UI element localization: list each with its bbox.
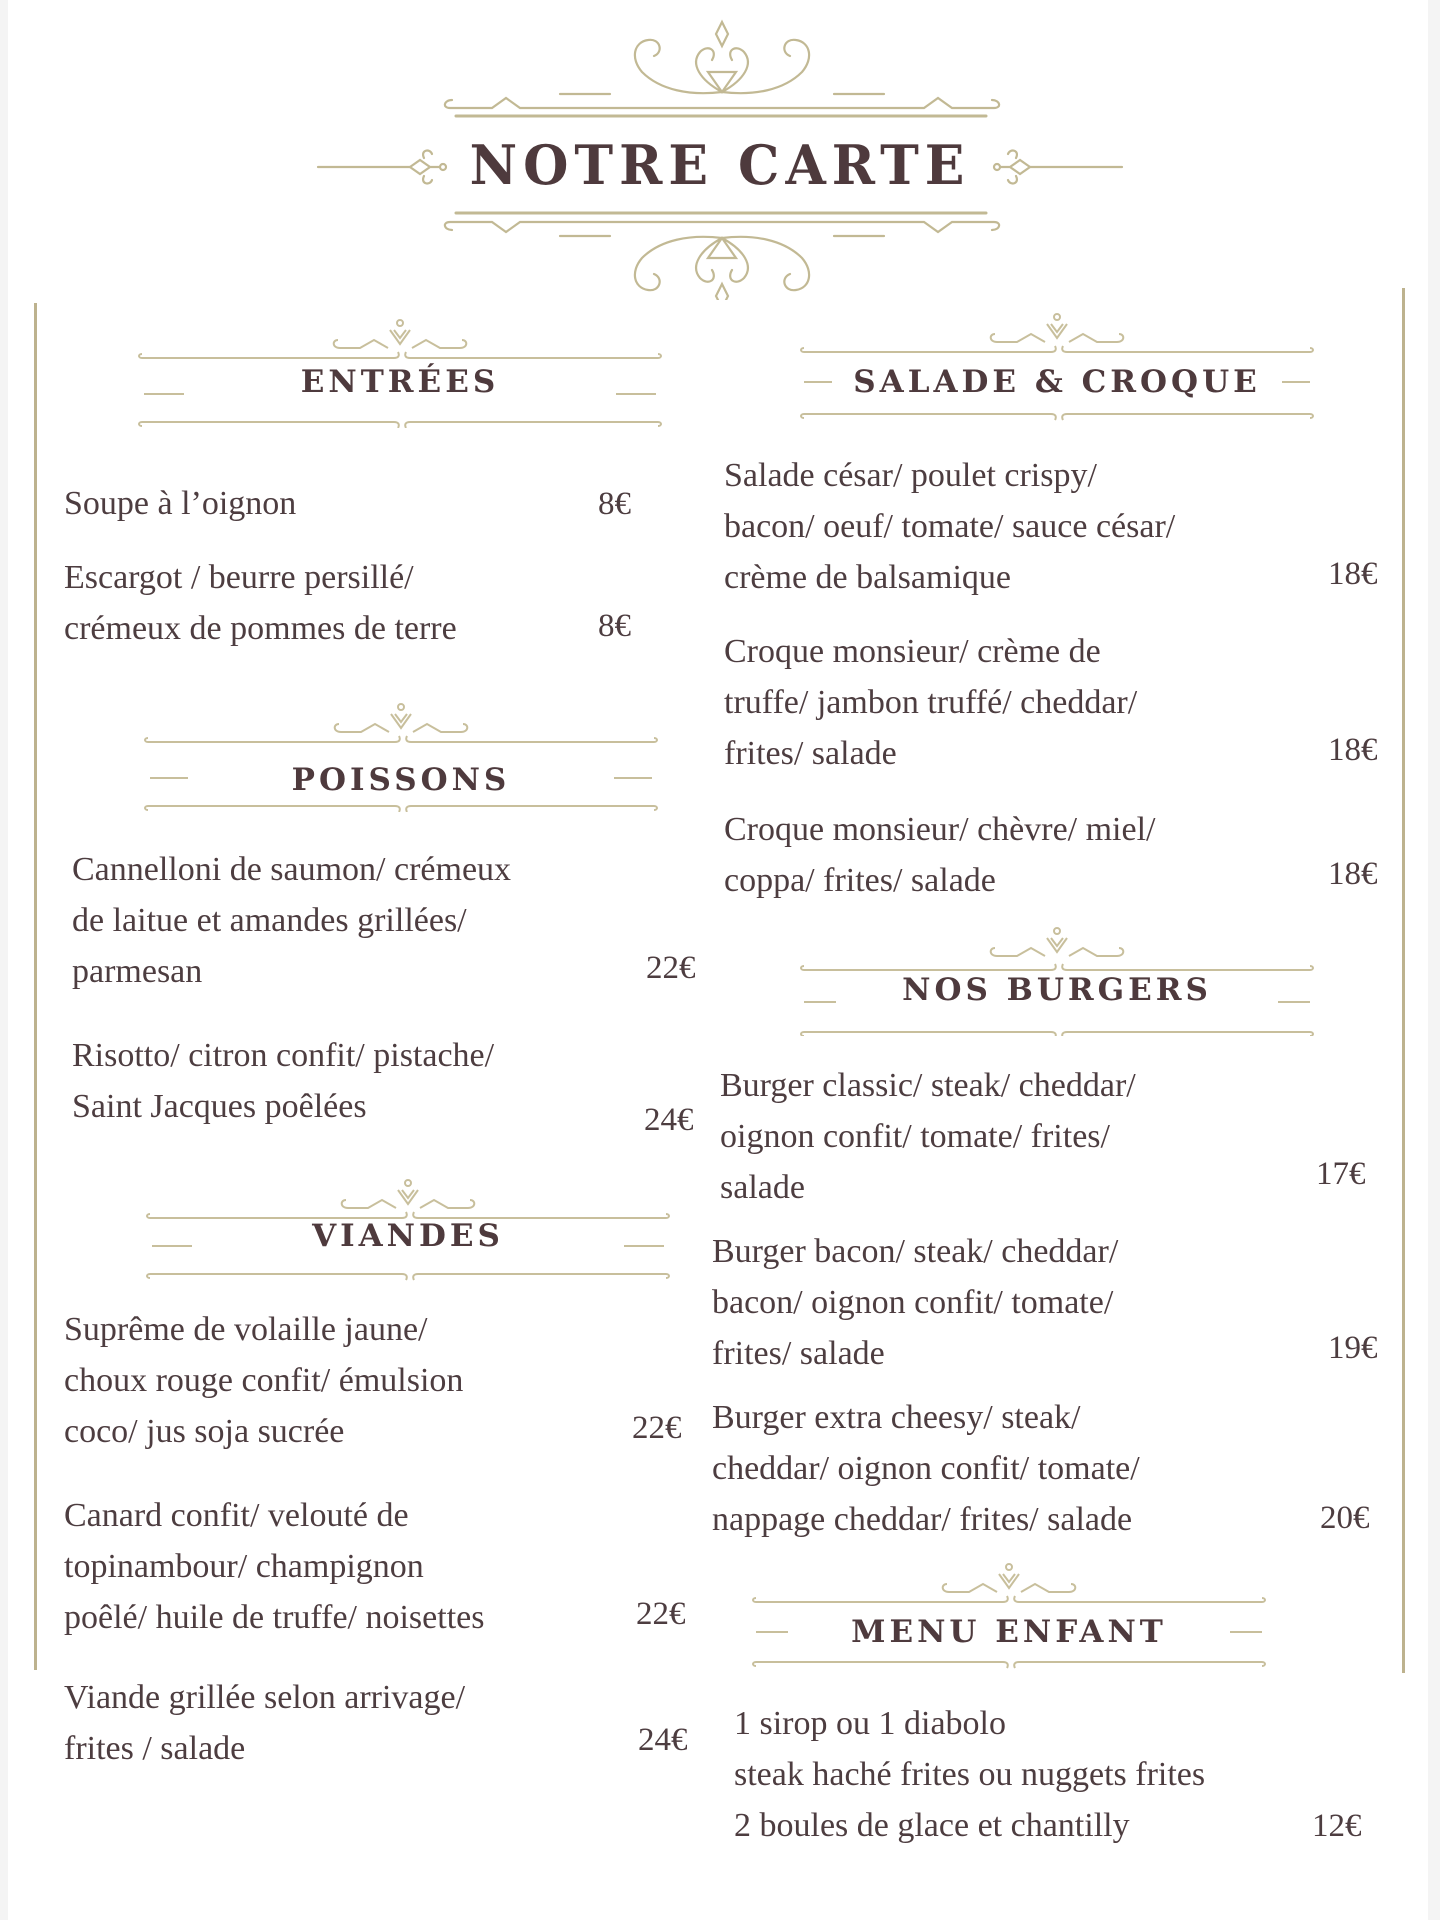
menu-item xyxy=(724,450,1175,603)
section-heading-viandes xyxy=(146,1178,670,1288)
menu-item xyxy=(64,1672,465,1774)
section-heading-menu-enfant xyxy=(752,1562,1266,1672)
item-name: oignon confit/ tomate/ frites/ xyxy=(720,1118,1110,1155)
item-price: 18€ xyxy=(1328,556,1378,592)
menu-item xyxy=(734,1698,1205,1851)
section-title-burgers: NOS BURGERS xyxy=(902,972,1212,1008)
item-price: 24€ xyxy=(644,1102,694,1138)
item-name: cheddar/ oignon confit/ tomate/ xyxy=(712,1450,1140,1487)
item-name: 2 boules de glace et chantilly xyxy=(734,1807,1130,1844)
section-heading-salade-croque xyxy=(800,312,1314,422)
item-price: 22€ xyxy=(636,1596,686,1632)
menu-item xyxy=(712,1392,1140,1545)
item-name: topinambour/ champignon xyxy=(64,1548,424,1585)
left-border-rule xyxy=(34,303,37,1670)
item-price: 8€ xyxy=(598,486,631,522)
item-name: bacon/ oignon confit/ tomate/ xyxy=(712,1284,1114,1321)
item-name: crème de balsamique xyxy=(724,559,1011,596)
item-price: 17€ xyxy=(1316,1156,1366,1192)
menu-item xyxy=(64,1490,484,1643)
menu-item xyxy=(724,626,1137,779)
section-heading-poissons xyxy=(144,702,658,812)
item-name: Canard confit/ velouté de xyxy=(64,1497,409,1534)
item-name: Croque monsieur/ chèvre/ miel/ xyxy=(724,811,1156,848)
item-name: steak haché frites ou nuggets frites xyxy=(734,1756,1206,1793)
item-name: Risotto/ citron confit/ pistache/ xyxy=(72,1037,495,1074)
item-name: Suprême de volaille jaune/ xyxy=(64,1311,428,1348)
item-price: 18€ xyxy=(1328,732,1378,768)
section-heading-entrees xyxy=(138,318,662,428)
section-title-menu-enfant: MENU ENFANT xyxy=(851,1614,1167,1650)
item-name: Burger bacon/ steak/ cheddar/ xyxy=(712,1233,1119,1270)
item-name: Viande grillée selon arrivage/ xyxy=(64,1679,466,1716)
item-name: Croque monsieur/ crème de xyxy=(724,633,1101,670)
item-name: truffe/ jambon truffé/ cheddar/ xyxy=(724,684,1138,721)
menu-item xyxy=(64,552,457,654)
item-name: coppa/ frites/ salade xyxy=(724,862,996,899)
right-border-rule xyxy=(1402,288,1405,1673)
item-name: parmesan xyxy=(72,953,203,990)
item-name: Burger extra cheesy/ steak/ xyxy=(712,1399,1081,1436)
item-name: Saint Jacques poêlées xyxy=(72,1088,367,1125)
item-name: salade xyxy=(720,1169,805,1206)
item-name: 1 sirop ou 1 diabolo xyxy=(734,1705,1006,1742)
menu-title: NOTRE CARTE xyxy=(469,133,971,198)
menu-item xyxy=(64,1304,463,1457)
item-name: Burger classic/ steak/ cheddar/ xyxy=(720,1067,1136,1104)
item-price: 8€ xyxy=(598,608,631,644)
menu-item xyxy=(72,844,511,997)
item-price: 20€ xyxy=(1320,1500,1370,1536)
menu-item xyxy=(724,804,1156,906)
item-price: 18€ xyxy=(1328,856,1378,892)
item-price: 19€ xyxy=(1328,1330,1378,1366)
item-price: 24€ xyxy=(638,1722,688,1758)
item-name: Cannelloni de saumon/ crémeux xyxy=(72,851,512,888)
item-price: 22€ xyxy=(646,950,696,986)
item-price: 22€ xyxy=(632,1410,682,1446)
item-name: choux rouge confit/ émulsion xyxy=(64,1362,464,1399)
section-title-salade-croque: SALADE & CROQUE xyxy=(853,364,1261,400)
section-title-viandes: VIANDES xyxy=(312,1218,504,1254)
menu-item xyxy=(64,478,296,529)
item-name: frites/ salade xyxy=(724,735,897,772)
item-price: 12€ xyxy=(1312,1808,1362,1844)
item-name: Soupe à l’oignon xyxy=(64,485,297,522)
section-title-poissons: POISSONS xyxy=(291,762,511,798)
item-name: nappage cheddar/ frites/ salade xyxy=(712,1501,1133,1538)
item-name: poêlé/ huile de truffe/ noisettes xyxy=(64,1599,485,1636)
section-title-entrees: ENTRÉES xyxy=(300,364,500,400)
item-name: frites/ salade xyxy=(712,1335,885,1372)
item-name: crémeux de pommes de terre xyxy=(64,610,457,647)
item-name: bacon/ oeuf/ tomate/ sauce césar/ xyxy=(724,508,1176,545)
menu-item xyxy=(720,1060,1136,1213)
section-heading-burgers xyxy=(800,926,1314,1036)
item-name: coco/ jus soja sucrée xyxy=(64,1413,345,1450)
menu-header xyxy=(0,0,1440,300)
item-name: Escargot / beurre persillé/ xyxy=(64,559,414,596)
item-name: Salade césar/ poulet crispy/ xyxy=(724,457,1097,494)
menu-item xyxy=(72,1030,494,1132)
item-name: de laitue et amandes grillées/ xyxy=(72,902,467,939)
item-name: frites / salade xyxy=(64,1730,246,1767)
menu-item xyxy=(712,1226,1118,1379)
